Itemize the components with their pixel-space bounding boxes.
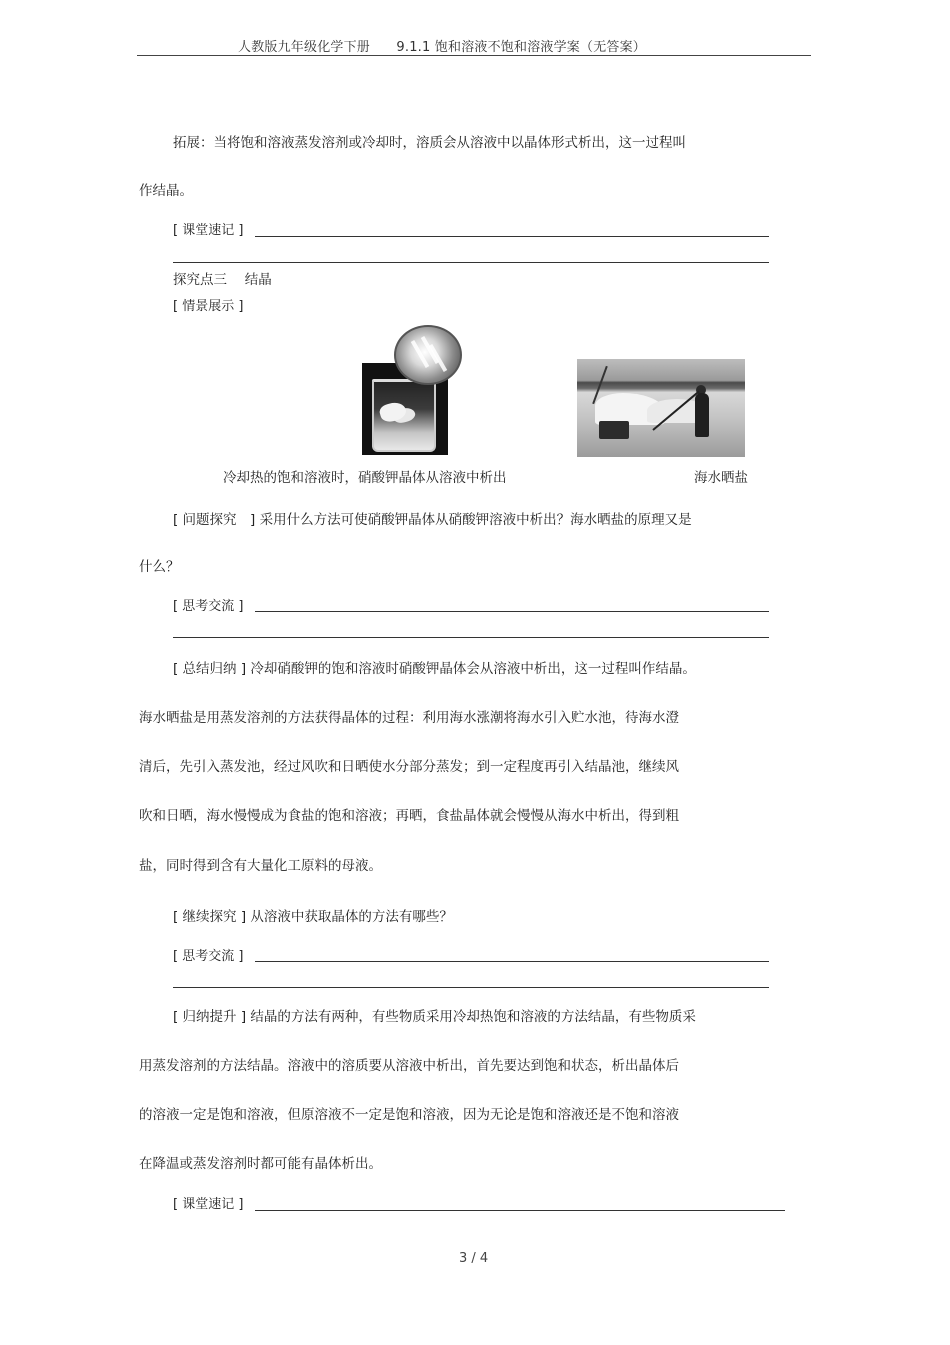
scene-display-label: [ 情景展示 ] xyxy=(173,299,244,314)
conclusion-text-line1: [ 归纳提升 ] 结晶的方法有两种，有些物质采用冷却热饱和溶液的方法结晶，有些物质采 xyxy=(173,1009,696,1025)
document-header-title: 人教版九年级化学下册 9.1.1 饱和溶液不饱和溶液学案（无答案） xyxy=(238,40,647,55)
caption-right: 海水晒盐 xyxy=(694,470,748,486)
page-number: 3 / 4 xyxy=(459,1251,489,1266)
answer-line xyxy=(255,961,769,962)
conclusion-text-line4: 在降温或蒸发溶剂时都可能有晶体析出。 xyxy=(139,1156,382,1172)
class-notes-label: [ 课堂速记 ] xyxy=(173,1197,244,1212)
answer-line xyxy=(255,1210,785,1211)
summary-text-line5: 盐，同时得到含有大量化工原料的母液。 xyxy=(139,858,382,874)
extension-text-line2: 作结晶。 xyxy=(139,183,193,199)
sea-salt-drying-image xyxy=(577,359,745,457)
answer-line xyxy=(255,236,769,237)
conclusion-text-line3: 的溶液一定是饱和溶液，但原溶液不一定是饱和溶液，因为无论是饱和溶液还是不饱和溶液 xyxy=(139,1107,679,1123)
question-text-line2: 什么？ xyxy=(139,559,180,575)
conclusion-text-line2: 用蒸发溶剂的方法结晶。溶液中的溶质要从溶液中析出，首先要达到饱和状态，析出晶体后 xyxy=(139,1058,679,1074)
crystal-magnified-image xyxy=(394,325,462,385)
answer-line xyxy=(255,611,769,612)
answer-line xyxy=(173,262,769,263)
think-exchange-label: [ 思考交流 ] xyxy=(173,599,244,614)
class-notes-label: [ 课堂速记 ] xyxy=(173,223,244,238)
summary-text-line4: 吹和日晒，海水慢慢成为食盐的饱和溶液；再晒，食盐晶体就会慢慢从海水中析出，得到粗 xyxy=(139,808,679,824)
question-text-line1: [ 问题探究 ] 采用什么方法可使硝酸钾晶体从硝酸钾溶液中析出？海水晒盐的原理又是 xyxy=(173,512,692,528)
answer-line xyxy=(173,987,769,988)
continue-explore-text: [ 继续探究 ] 从溶液中获取晶体的方法有哪些？ xyxy=(173,909,453,925)
summary-text-line1: [ 总结归纳 ] 冷却硝酸钾的饱和溶液时硝酸钾晶体会从溶液中析出，这一过程叫作结晶。 xyxy=(173,661,696,677)
cart-shape xyxy=(599,421,629,439)
worker-shape xyxy=(695,393,709,437)
summary-text-line2: 海水晒盐是用蒸发溶剂的方法获得晶体的过程：利用海水涨潮将海水引入贮水池，待海水澄 xyxy=(139,710,679,726)
think-exchange-label: [ 思考交流 ] xyxy=(173,949,244,964)
section-title-explore3: 探究点三 结晶 xyxy=(173,272,272,288)
summary-text-line3: 清后，先引入蒸发池，经过风吹和日晒使水分部分蒸发；到一定程度再引入结晶池，继续风 xyxy=(139,759,679,775)
caption-left: 冷却热的饱和溶液时，硝酸钾晶体从溶液中析出 xyxy=(223,470,507,486)
extension-text-line1: 拓展：当将饱和溶液蒸发溶剂或冷却时，溶质会从溶液中以晶体形式析出，这一过程叫 xyxy=(173,135,686,151)
answer-line xyxy=(173,637,769,638)
header-divider xyxy=(137,55,811,56)
